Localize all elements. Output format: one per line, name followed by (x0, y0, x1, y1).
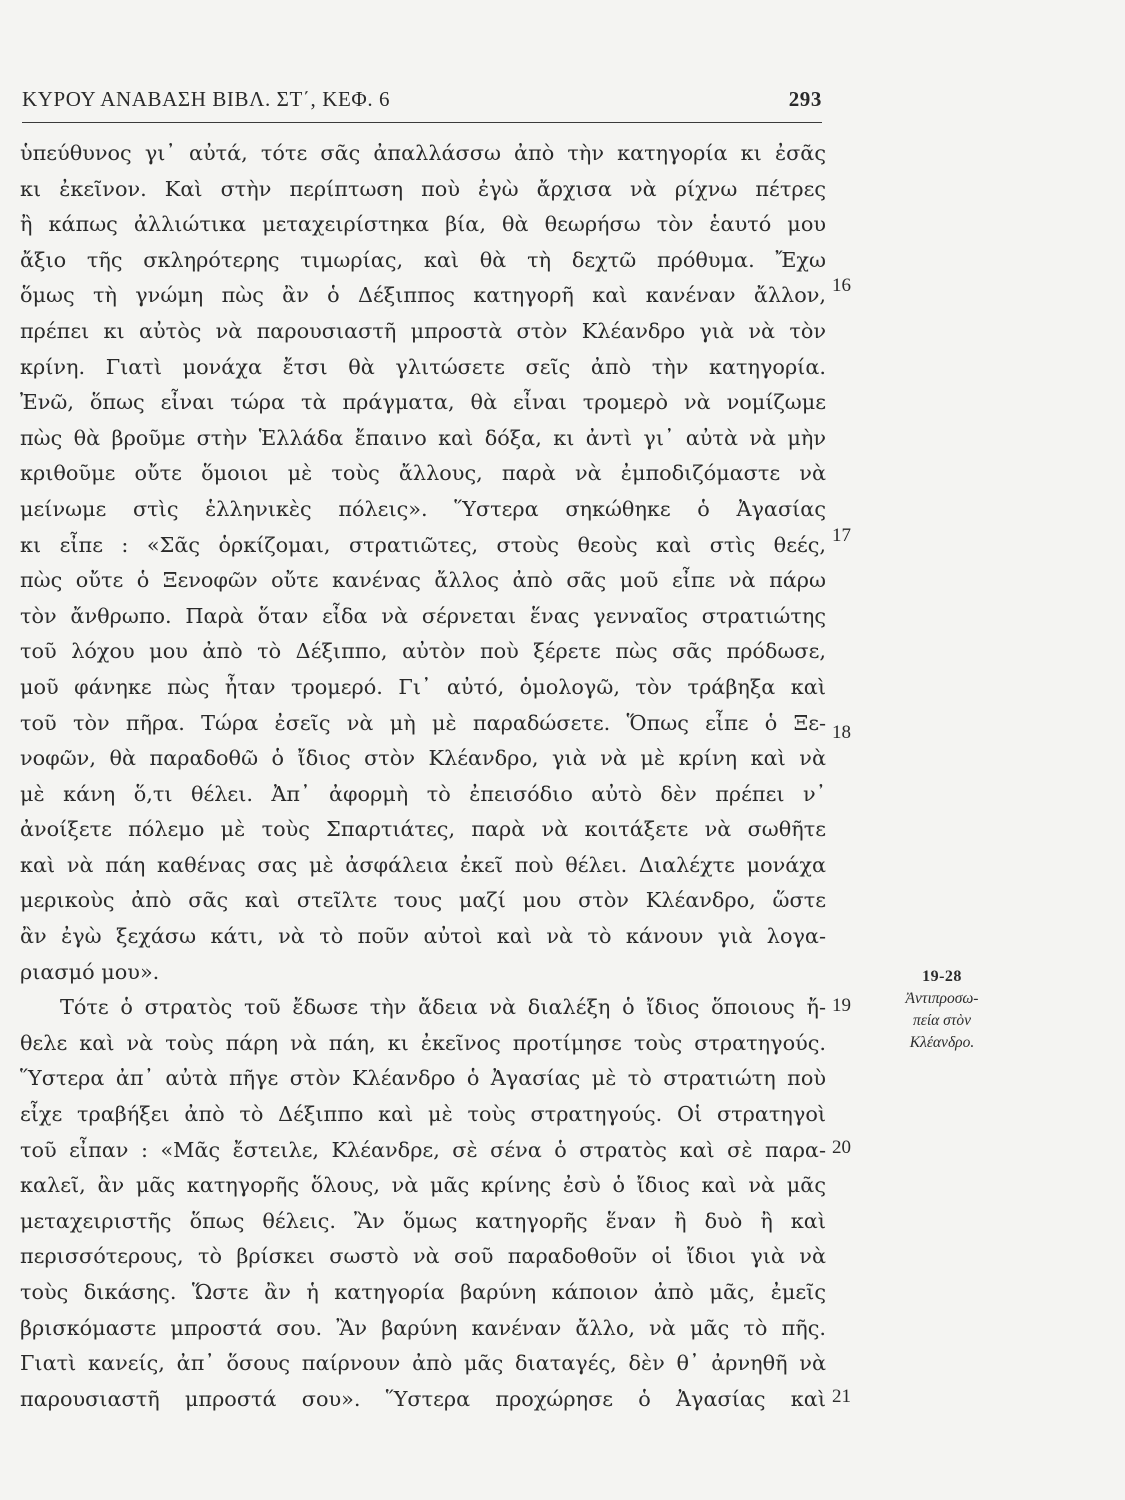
margin-note-line: Κλέανδρο. (909, 1034, 975, 1051)
text-line: ὑπεύθυνος γι᾽ αὐτά, τότε σᾶς ἀπαλλάσσω ἀπὸ τὴν κατηγορία κι ἐσᾶς (20, 141, 826, 165)
section-number: 16 (832, 275, 851, 296)
text-line: νοφῶν, θὰ παραδοθῶ ὁ ἴδιος στὸν Κλέανδρο, γιὰ νὰ μὲ κρίνη καὶ νὰ (20, 746, 826, 771)
text-line: τοὺς δικάσης. Ὥστε ἂν ἡ κατηγορία βαρύνη κάποιον ἀπὸ μᾶς, ἐμεῖς (20, 1280, 826, 1304)
text-line: μὲ κάνη ὅ,τι θέλει. Ἀπ᾽ ἀφορμὴ τὸ ἐπεισόδιο αὐτὸ δὲν πρέπει ν᾽ (20, 781, 826, 806)
text-line: κι εἶπε : «Σᾶς ὁρκίζομαι, στρατιῶτες, στοὺς θεοὺς καὶ στὶς θεές, (20, 532, 826, 557)
text-line-paragraph-start: Τότε ὁ στρατὸς τοῦ ἔδωσε τὴν ἄδεια νὰ διαλέξη ὁ ἴδιος ὅποιους ἤ- (60, 995, 826, 1020)
text-line: τοῦ εἶπαν : «Μᾶς ἔστειλε, Κλέανδρε, σὲ σένα ὁ στρατὸς καὶ σὲ παρα- (20, 1137, 826, 1162)
text-line: βρισκόμαστε μπροστά σου. Ἂν βαρύνη κανέναν ἄλλο, νὰ μᾶς τὸ πῆς. (20, 1315, 826, 1340)
text-line: ἢ κάπως ἀλλιώτικα μεταχειρίστηκα βία, θὰ θεωρήσω τὸν ἑαυτό μου (20, 212, 826, 237)
text-line: εἶχε τραβήξει ἀπὸ τὸ Δέξιππο καὶ μὲ τοὺς στρατηγούς. Οἱ στρατηγοὶ (20, 1102, 826, 1127)
text-line: ὅμως τὴ γνώμη πὼς ἂν ὁ Δέξιππος κατηγορῆ καὶ κανέναν ἄλλον, (20, 283, 826, 308)
running-head (22, 84, 822, 114)
text-line: καλεῖ, ἂν μᾶς κατηγορῆς ὅλους, νὰ μᾶς κρίνης ἐσὺ ὁ ἴδιος καὶ νὰ μᾶς (20, 1173, 826, 1198)
text-line: κρίνη. Γιατὶ μονάχα ἔτσι θὰ γλιτώσετε σεῖς ἀπὸ τὴν κατηγορία. (20, 354, 826, 379)
text-line: μεταχειριστῆς ὅπως θέλεις. Ἂν ὅμως κατηγορῆς ἕναν ἢ δυὸ ἢ καὶ (20, 1208, 826, 1233)
text-line: τὸν ἄνθρωπο. Παρὰ ὅταν εἶδα νὰ σέρνεται ἕνας γενναῖος στρατιώτης (20, 603, 826, 628)
text-line: περισσότερους, τὸ βρίσκει σωστὸ νὰ σοῦ παραδοθοῦν οἱ ἴδιοι γιὰ νὰ (20, 1244, 826, 1269)
text-line: θελε καὶ νὰ τοὺς πάρη νὰ πάη, κι ἐκεῖνος προτίμησε τοὺς στρατηγούς. (20, 1030, 826, 1055)
margin-note (862, 966, 1022, 1054)
text-line: ἄξιο τῆς σκληρότερης τιμωρίας, καὶ θὰ τὴ δεχτῶ πρόθυμα. Ἔχω (20, 247, 826, 272)
text-line: ἂν ἐγὼ ξεχάσω κάτι, νὰ τὸ ποῦν αὐτοὶ καὶ νὰ τὸ κάνουν γιὰ λογα- (20, 924, 826, 949)
text-line: μοῦ φάνηκε πὼς ἦταν τρομερό. Γι᾽ αὐτό, ὁμολογῶ, τὸν τράβηξα καὶ (20, 674, 826, 699)
text-line: τοῦ λόχου μου ἀπὸ τὸ Δέξιππο, αὐτὸν ποὺ ξέρετε πὼς σᾶς πρόδωσε, (20, 639, 826, 664)
text-line: πρέπει κι αὐτὸς νὰ παρουσιαστῆ μπροστὰ στὸν Κλέανδρο γιὰ νὰ τὸν (20, 318, 826, 343)
text-line: κριθοῦμε οὔτε ὅμοιοι μὲ τοὺς ἄλλους, παρὰ νὰ ἐμποδιζόμαστε νὰ (20, 461, 826, 486)
section-number: 20 (832, 1137, 851, 1158)
text-line: ἀνοίξετε πόλεμο μὲ τοὺς Σπαρτιάτες, παρὰ νὰ κοιτάξετε νὰ σωθῆτε (20, 817, 826, 842)
text-line: κι ἐκεῖνον. Καὶ στὴν περίπτωση ποὺ ἐγὼ ἄρχισα νὰ ρίχνω πέτρες (20, 176, 826, 201)
text-line: πὼς θὰ βροῦμε στὴν Ἑλλάδα ἔπαινο καὶ δόξα, κι ἀντὶ γι᾽ αὐτὰ νὰ μὴν (20, 425, 826, 450)
margin-note-line: πεία στὸν (912, 1012, 971, 1029)
section-number: 19 (832, 995, 851, 1016)
text-line: Ἐνῶ, ὅπως εἶναι τώρα τὰ πράγματα, θὰ εἶναι τρομερὸ νὰ νομίζωμε (20, 390, 826, 415)
section-number: 18 (832, 722, 851, 743)
section-number: 17 (832, 525, 851, 546)
text-line: μερικοὺς ἀπὸ σᾶς καὶ στεῖλτε τους μαζί μου στὸν Κλέανδρο, ὥστε (20, 888, 826, 913)
text-line: ριασμό μου». (20, 959, 160, 984)
header-rule (22, 122, 822, 123)
text-line: Ὕστερα ἀπ᾽ αὐτὰ πῆγε στὸν Κλέανδρο ὁ Ἀγασίας μὲ τὸ στρατιώτη ποὺ (20, 1066, 826, 1091)
section-number: 21 (832, 1386, 851, 1407)
margin-note-range: 19-28 (922, 968, 962, 985)
margin-note-line: Ἀντιπροσω- (905, 990, 979, 1007)
page-number: 293 (788, 87, 822, 111)
text-line: τοῦ τὸν πῆρα. Τώρα ἐσεῖς νὰ μὴ μὲ παραδώσετε. Ὅπως εἶπε ὁ Ξε- (20, 710, 826, 735)
text-line: πὼς οὔτε ὁ Ξενοφῶν οὔτε κανένας ἄλλος ἀπὸ σᾶς μοῦ εἶπε νὰ πάρω (20, 568, 826, 593)
text-line: παρουσιαστῆ μπροστά σου». Ὕστερα προχώρησε ὁ Ἀγασίας καὶ (20, 1386, 826, 1411)
body-text (20, 136, 826, 1417)
running-title: ΚΥΡΟΥ ΑΝΑΒΑΣΗ ΒΙΒΛ. ΣΤ΄, ΚΕΦ. 6 (22, 87, 391, 111)
text-line: καὶ νὰ πάη καθένας σας μὲ ἀσφάλεια ἐκεῖ ποὺ θέλει. Διαλέχτε μονάχα (20, 852, 826, 877)
text-line: Γιατὶ κανείς, ἀπ᾽ ὅσους παίρνουν ἀπὸ μᾶς διαταγές, δὲν θ᾽ ἀρνηθῆ νὰ (20, 1351, 826, 1376)
text-line: μείνωμε στὶς ἑλληνικὲς πόλεις». Ὕστερα σηκώθηκε ὁ Ἀγασίας (20, 496, 826, 521)
